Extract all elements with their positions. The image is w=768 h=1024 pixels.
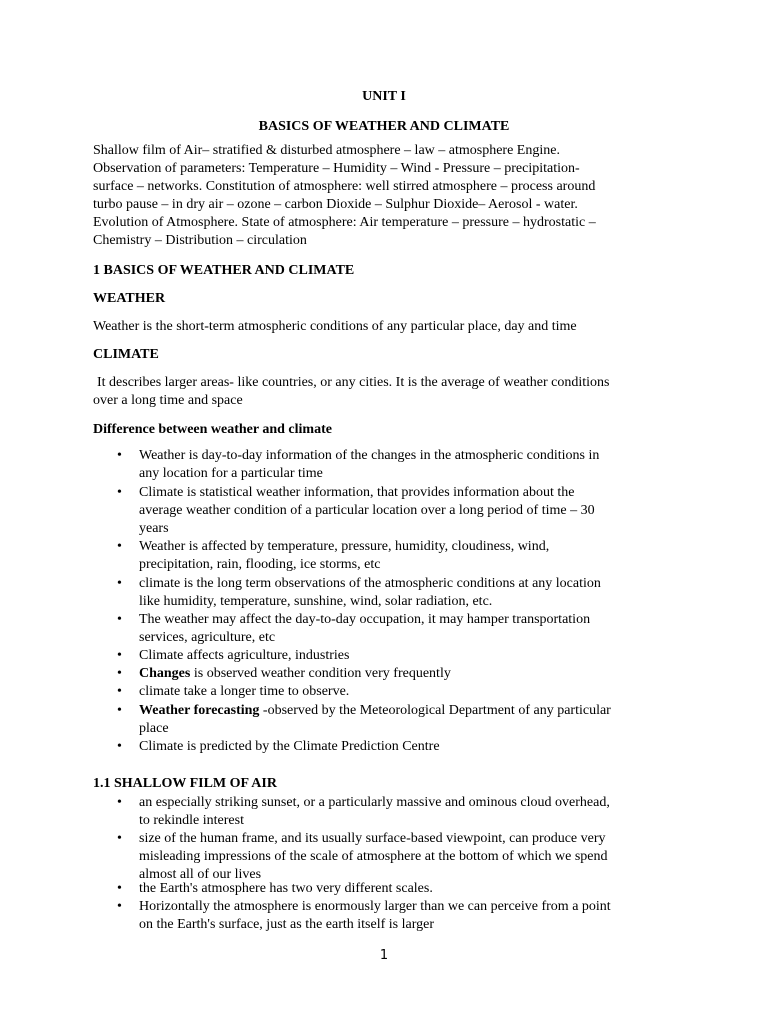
heading-difference: Difference between weather and climate <box>93 422 332 437</box>
syllabus-line: surface – networks. Constitution of atmosphere: well stirred atmosphere – process around <box>93 179 596 194</box>
list-item-text: to rekindle interest <box>139 813 244 828</box>
list-item-text <box>139 702 611 720</box>
list-item-text: Climate affects agriculture, industries <box>139 648 350 663</box>
heading-shallow-film: 1.1 SHALLOW FILM OF AIR <box>93 776 277 791</box>
list-item-text: Climate is statistical weather information, that provides information about the <box>139 485 575 500</box>
list-item-text: any location for a particular time <box>139 466 323 481</box>
syllabus-line: Chemistry – Distribution – circulation <box>93 233 307 248</box>
list-item-rest: is observed weather condition very frequently <box>190 666 451 681</box>
section-title: BASICS OF WEATHER AND CLIMATE <box>258 119 510 134</box>
list-item-text <box>139 665 451 683</box>
bullet-icon: • <box>117 612 122 627</box>
bullet-icon: • <box>117 899 122 914</box>
heading-climate: CLIMATE <box>93 347 159 362</box>
list-item-text: place <box>139 721 169 736</box>
unit-title: UNIT I <box>362 89 406 104</box>
bullet-icon: • <box>117 666 122 681</box>
weather-definition: Weather is the short-term atmospheric conditions of any particular place, day and time <box>93 319 577 334</box>
bold-term: Weather forecasting <box>139 703 260 718</box>
climate-line: over a long time and space <box>93 393 243 408</box>
bullet-icon: • <box>117 485 122 500</box>
bullet-icon: • <box>117 448 122 463</box>
list-item-text: size of the human frame, and its usually surface-based viewpoint, can produce very <box>139 831 606 846</box>
bullet-icon: • <box>117 739 122 754</box>
bullet-icon: • <box>117 684 122 699</box>
list-item-text: like humidity, temperature, sunshine, wind, solar radiation, etc. <box>139 594 493 609</box>
bullet-icon: • <box>117 539 122 554</box>
bullet-icon: • <box>117 881 122 896</box>
bullet-icon: • <box>117 831 122 846</box>
bullet-icon: • <box>117 648 122 663</box>
list-item-text: an especially striking sunset, or a particularly massive and ominous cloud overhead, <box>139 795 610 810</box>
bold-term: Changes <box>139 666 191 681</box>
list-item-text: years <box>139 521 169 536</box>
list-item-text: average weather condition of a particular location over a long period of time – 30 <box>139 503 595 518</box>
list-item-text: The weather may affect the day-to-day occupation, it may hamper transportation <box>139 612 591 627</box>
list-item-text: on the Earth's surface, just as the earth itself is larger <box>139 917 434 932</box>
bullet-icon: • <box>117 795 122 810</box>
list-item-rest: -observed by the Meteorological Department of any particular <box>259 703 611 718</box>
syllabus-line: Evolution of Atmosphere. State of atmosphere: Air temperature – pressure – hydrostatic – <box>93 215 596 230</box>
syllabus-line: Observation of parameters: Temperature – Humidity – Wind - Pressure – precipitation- <box>93 161 580 176</box>
list-item-text: Weather is affected by temperature, pressure, humidity, cloudiness, wind, <box>139 539 550 554</box>
climate-line: It describes larger areas- like countries, or any cities. It is the average of weather conditions <box>97 375 610 390</box>
bullet-icon: • <box>117 703 122 718</box>
bullet-icon: • <box>117 576 122 591</box>
syllabus-line: Shallow film of Air– stratified & disturbed atmosphere – law – atmosphere Engine. <box>93 143 560 158</box>
list-item-text: services, agriculture, etc <box>139 630 276 645</box>
list-item-text: misleading impressions of the scale of atmosphere at the bottom of which we spend <box>139 849 608 864</box>
heading-weather: WEATHER <box>93 291 166 306</box>
list-item-text: climate take a longer time to observe. <box>139 684 350 699</box>
page-number: 1 <box>379 948 389 963</box>
list-item-text: Weather is day-to-day information of the changes in the atmospheric conditions in <box>139 448 600 463</box>
list-item-text: precipitation, rain, flooding, ice storms, etc <box>139 557 381 572</box>
list-item-text: Horizontally the atmosphere is enormously larger than we can perceive from a point <box>139 899 611 914</box>
list-item-text: the Earth's atmosphere has two very different scales. <box>139 881 433 896</box>
list-item-text: almost all of our lives <box>139 867 262 882</box>
list-item-text: climate is the long term observations of the atmospheric conditions at any location <box>139 576 601 591</box>
heading-basics: 1 BASICS OF WEATHER AND CLIMATE <box>93 263 355 278</box>
syllabus-line: turbo pause – in dry air – ozone – carbon Dioxide – Sulphur Dioxide– Aerosol - water. <box>93 197 578 212</box>
list-item-text: Climate is predicted by the Climate Prediction Centre <box>139 739 440 754</box>
